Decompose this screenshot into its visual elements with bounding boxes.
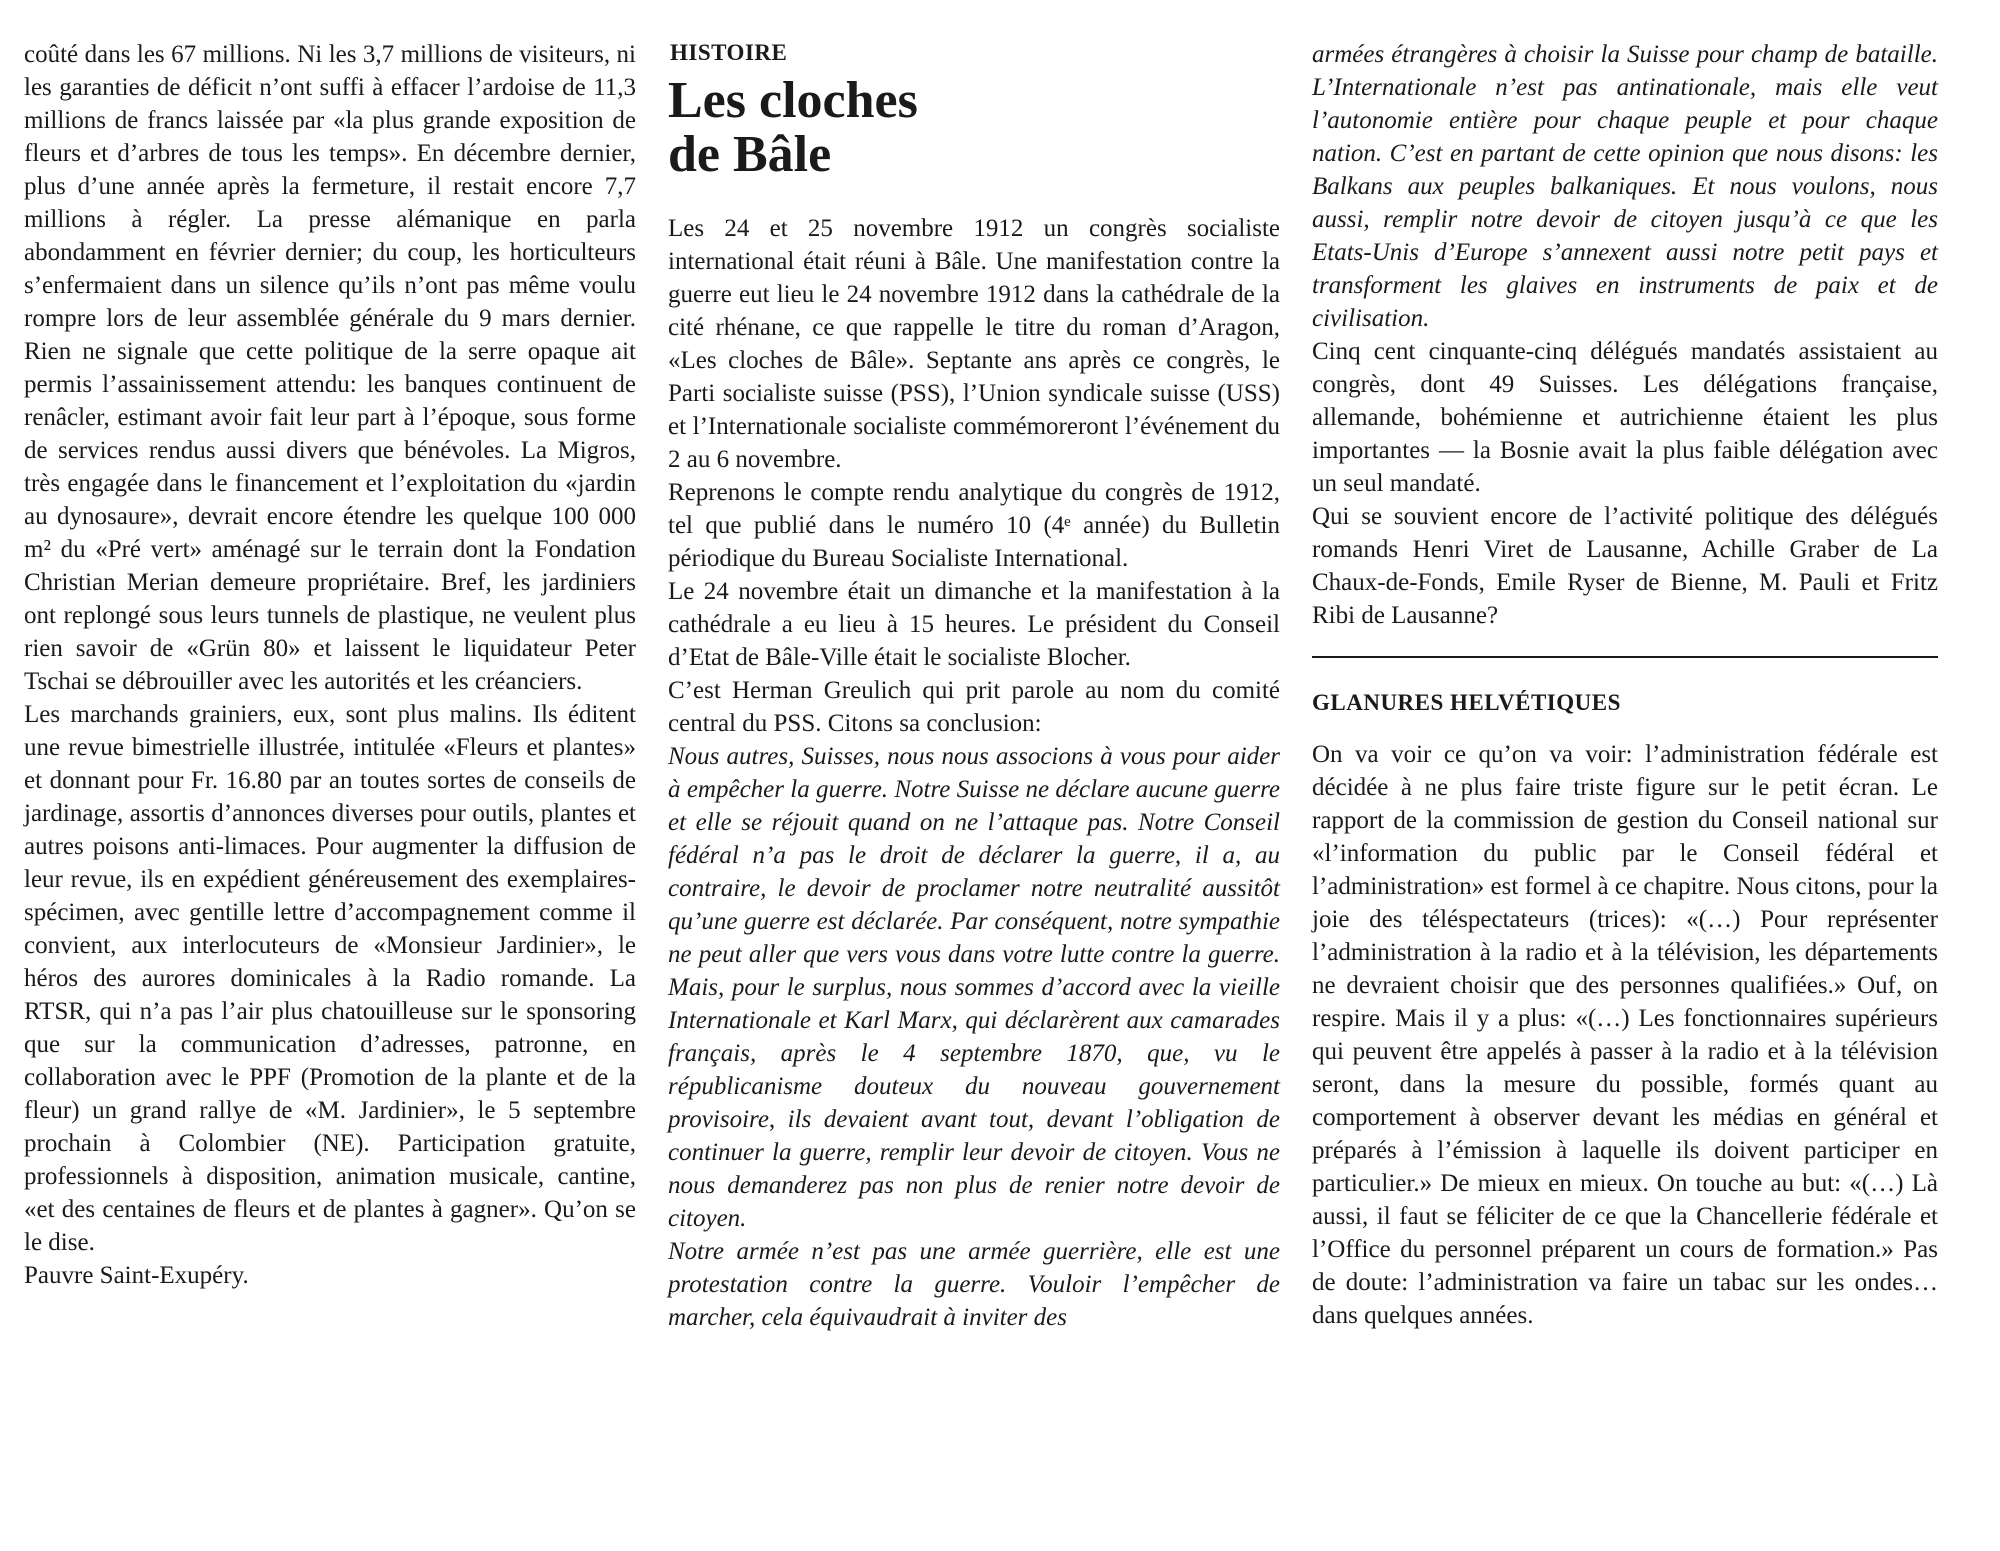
article-paragraph: Le 24 novembre était un dimanche et la manifestation à la cathédrale a eu lieu à 15 heures. Le président du Conseil d’Etat de Bâle-Ville était le socialiste Blocher.: [668, 578, 1280, 671]
article-paragraph: Pauvre Saint-Exupéry.: [24, 1262, 249, 1289]
article-paragraph: Les marchands grainiers, eux, sont plus malins. Ils éditent une revue bimestrielle illustrée, intitulée «Fleurs et plantes» et donnant pour Fr. 16.80 par an toutes sortes de conseils de jardinage, assortis d’annonces diverses pour outils, plantes et autres poisons anti-limaces. Pour augmenter la diffusion de leur revue, ils en expédient généreusement des exemplaires-spécimen, avec gentille lettre d’accompagnement comme il convient, aux interlocuteurs de «Monsieur Jardinier», le héros des aurores dominicales à la Radio romande. La RTSR, qui n’a pas l’air plus chatouilleuse sur le sponsoring que sur la communication d’adresses, patronne, en collaboration avec le PPF (Promotion de la plante et de la fleur) un grand rallye de «M. Jardinier», le 5 septembre prochain à Colombier (NE). Participation gratuite, professionnels à disposition, animation musicale, cantine, «et des centaines de fleurs et de plantes à gagner». Qu’on se le dise.: [24, 701, 636, 1256]
quoted-paragraph: armées étrangères à choisir la Suisse pour champ de bataille. L’Internationale n’est pas antinationale, mais elle veut l’autonomie entière pour chaque peuple et pour chaque nation. C’est en partant de cette opinion que nous disons: les Balkans aux peuples balkaniques. Et nous voulons, nous aussi, remplir notre devoir de citoyen jusqu’à ce que les Etats-Unis d’Europe s’annexent aussi notre petit pays et transforment les glaives en instruments de paix et de civilisation.: [1312, 41, 1938, 332]
article-paragraph: On va voir ce qu’on va voir: l’administration fédérale est décidée à ne plus faire triste figure sur le petit écran. Le rapport de la commission de gestion du Conseil national sur «l’information du public par le Conseil fédéral et l’administration» est formel à ce chapitre. Nous citons, pour la joie des téléspectateurs (trices): «(…) Pour représenter l’administration à la radio et à la télévision, les départements ne devraient choisir que des personnes qualifiées.» Ouf, on respire. Mais il y a plus: «(…) Les fonctionnaires supérieurs qui peuvent être appelés à passer à la radio et à la télévision seront, dans la mesure du possible, formés quant au comportement à observer devant les médias en général et préparés à l’émission à laquelle ils doivent participer en particulier.» De mieux en mieux. On touche au but: «(…) Là aussi, il faut se féliciter de ce que la Chancellerie fédérale et l’Office du personnel préparent un cours de formation.» Pas de doute: l’administration va faire un tabac sur les ondes… dans quelques années.: [1312, 741, 1938, 1329]
article-paragraph: Qui se souvient encore de l’activité politique des délégués romands Henri Viret de Lausanne, Achille Graber de La Chaux-de-Fonds, Emile Ryser de Bienne, M. Pauli et Fritz Ribi de Lausanne?: [1312, 503, 1938, 629]
quoted-paragraph: Nous autres, Suisses, nous nous associons à vous pour aider à empêcher la guerre. Notre Suisse ne déclare aucune guerre et elle se réjouit quand on ne l’attaque pas. Notre Conseil fédéral n’a pas le droit de déclarer la guerre, il a, au contraire, le devoir de proclamer notre neutralité aussitôt qu’une guerre est déclarée. Par conséquent, notre sympathie ne peut aller que vers vous dans votre lutte contre la guerre. Mais, pour le surplus, nous sommes d’accord avec la vieille Internationale et Karl Marx, qui déclarèrent aux camarades français, après le 4 septembre 1870, que, vu le républicanisme douteux du nouveau gouvernement provisoire, ils devaient avant tout, devant l’obligation de continuer la guerre, remplir leur devoir de citoyen. Vous ne nous demanderez pas non plus de renier notre devoir de citoyen.: [668, 743, 1280, 1232]
section-divider: [1312, 656, 1938, 658]
article-paragraph: C’est Herman Greulich qui prit parole au nom du comité central du PSS. Citons sa conclusion:: [668, 677, 1280, 737]
column-left: [24, 38, 636, 1292]
quoted-paragraph: Notre armée n’est pas une armée guerrière, elle est une protestation contre la guerre. Vouloir l’empêcher de marcher, cela équivaudrait à inviter des: [668, 1238, 1280, 1331]
article-headline: [668, 74, 1280, 182]
headline-line: Les cloches: [668, 72, 918, 129]
headline-line: de Bâle: [668, 126, 832, 183]
section-heading: GLANURES HELVÉTIQUES: [1312, 690, 1621, 715]
article-paragraph: coûté dans les 67 millions. Ni les 3,7 millions de visiteurs, ni les garanties de déficit n’ont suffi à effacer l’ardoise de 11,3 millions de francs laissée par «la plus grande exposition de fleurs et d’arbres de tous les temps». En décembre dernier, plus d’une année après la fermeture, il restait encore 7,7 millions à régler. La presse alémanique en parla abondamment en février dernier; du coup, les horticulteurs s’enfermaient dans un silence qu’ils n’ont pas même voulu rompre lors de leur assemblée générale du 9 mars dernier. Rien ne signale que cette politique de la serre opaque ait permis l’assainissement attendu: les banques continuent de renâcler, estimant avoir fait leur part à l’époque, sous forme de services rendus aussi divers que bénévoles. La Migros, très engagée dans le financement et l’exploitation du «jardin au dynosaure», devrait encore étendre les quelque 100 000 m² du «Pré vert» aménagé sur le terrain dont la Fondation Christian Merian demeure propriétaire. Bref, les jardiniers ont replongé sous leurs tunnels de plastique, ne veulent plus rien savoir de «Grün 80» et laissent le liquidateur Peter Tschai se débrouiller avec les autorités et les créanciers.: [24, 41, 636, 695]
column-middle: [668, 38, 1280, 1334]
article-paragraph: Les 24 et 25 novembre 1912 un congrès socialiste international était réuni à Bâle. Une manifestation contre la guerre eut lieu le 24 novembre 1912 dans la cathédrale de la cité rhénane, ce que rappelle le titre du roman d’Aragon, «Les cloches de Bâle». Septante ans après ce congrès, le Parti socialiste suisse (PSS), l’Union syndicale suisse (USS) et l’Internationale socialiste commémoreront l’événement du 2 au 6 novembre.: [668, 215, 1280, 473]
column-right: [1312, 38, 1938, 1332]
section-kicker: HISTOIRE: [670, 40, 788, 65]
article-paragraph: Reprenons le compte rendu analytique du congrès de 1912, tel que publié dans le numéro 10 (4ᵉ année) du Bulletin périodique du Bureau Socialiste International.: [668, 479, 1280, 572]
article-paragraph: Cinq cent cinquante-cinq délégués mandatés assistaient au congrès, dont 49 Suisses. Les délégations française, allemande, bohémienne et autrichienne étaient les plus importantes — la Bosnie avait la plus faible délégation avec un seul mandaté.: [1312, 338, 1938, 497]
